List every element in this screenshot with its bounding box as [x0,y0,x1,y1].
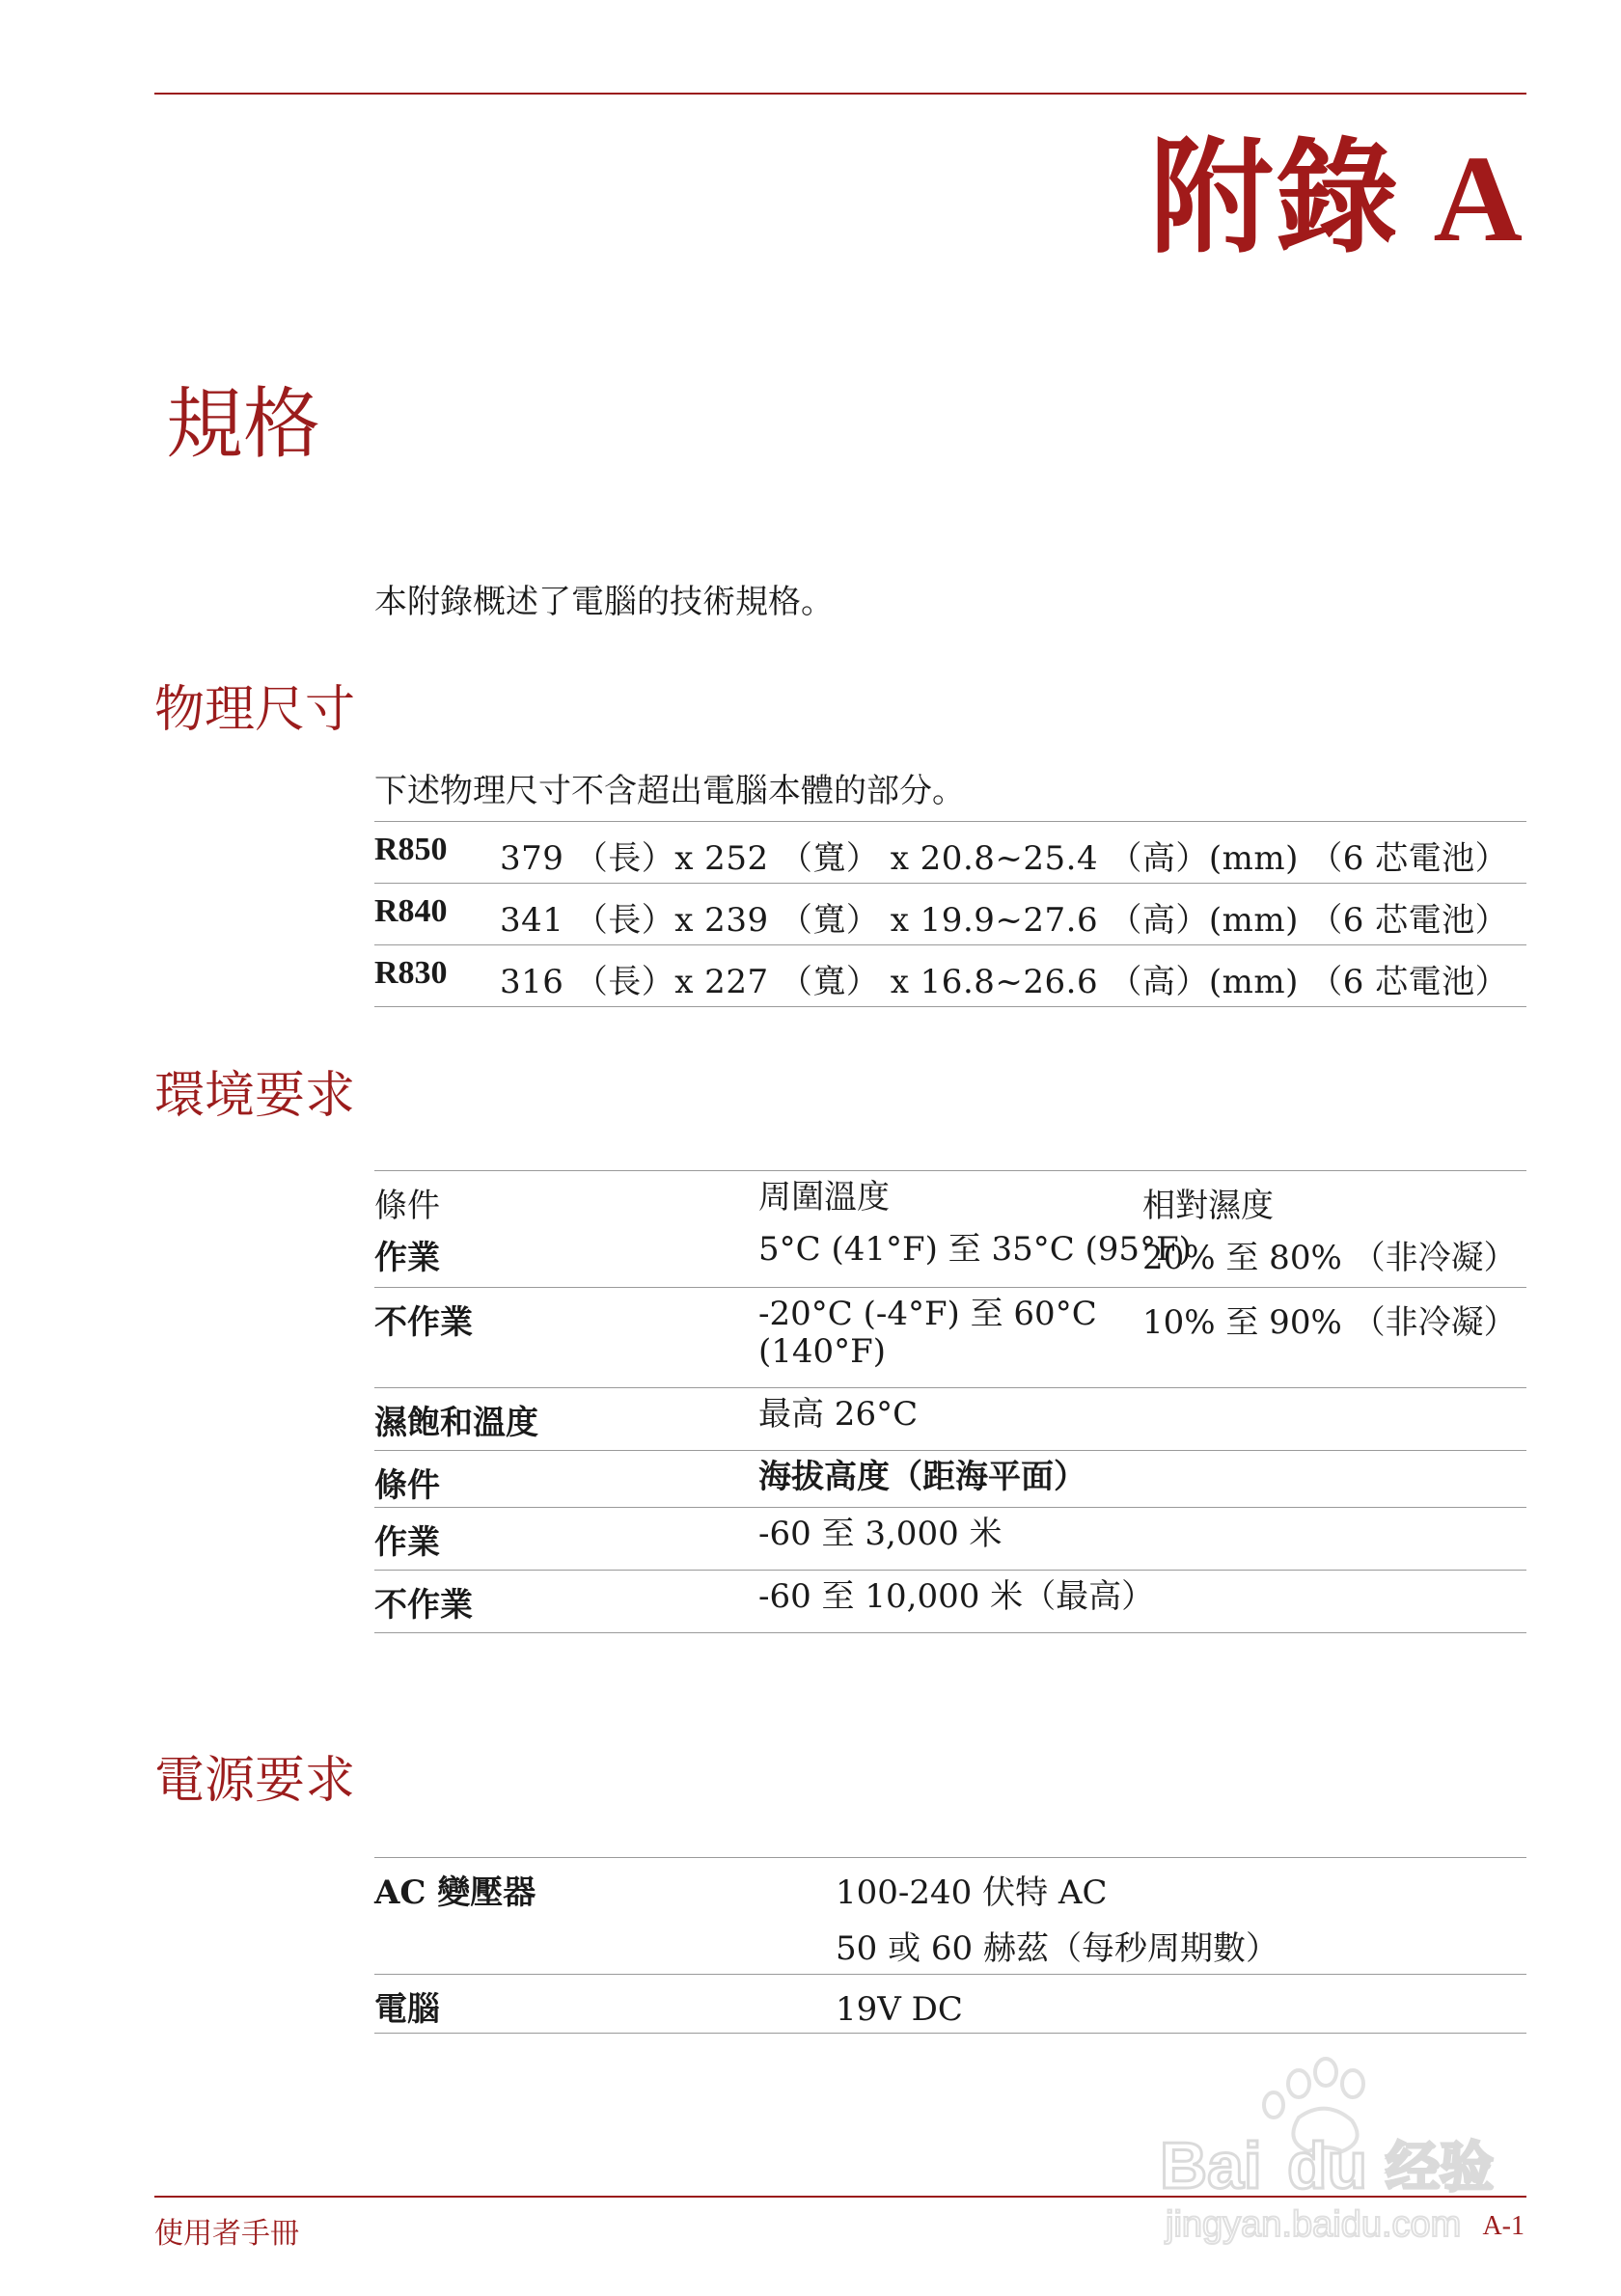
table-row [374,1975,1526,2034]
table-row [374,1571,1526,1633]
section-heading-physical: 物理尺寸 [154,681,356,739]
header-condition: 條件 [374,1187,440,1225]
environment-table [374,1170,1526,1633]
table-row [374,1388,1526,1451]
footer-manual-name: 使用者手冊 [154,2217,299,2251]
row-label: 作業 [374,1239,440,1277]
header-altitude: 海拔高度（距海平面） [758,1458,1086,1496]
svg-text:jingyan.baidu.com: jingyan.baidu.com [1166,2204,1462,2245]
dimension-spec: 316 （長）x 227 （寬） x 16.8~26.6 （高）(mm) （6 芯電池） [500,963,1509,1001]
baidu-watermark-logo [1154,2045,1530,2248]
table-row [374,822,1526,884]
row-label: 不作業 [374,1586,473,1625]
dimensions-table [374,821,1526,1007]
row-label: 電腦 [374,1990,440,2029]
model-name: R830 [374,955,448,991]
row-label: AC 變壓器 [374,1873,536,1912]
temperature-value [758,1296,1097,1371]
chapter-title: 規格 [166,379,320,469]
svg-text:经验: 经验 [1386,2137,1494,2200]
model-name: R840 [374,893,448,929]
humidity-value: 10% 至 90% （非冷凝） [1142,1303,1517,1342]
dimension-spec: 341 （長）x 239 （寬） x 19.9~27.6 （高）(mm) （6 芯電池） [500,901,1509,940]
table-header-row [374,1171,1526,1229]
appendix-title: 附錄 A [1149,130,1525,267]
table-header-row [374,1451,1526,1508]
header-humidity: 相對濕度 [1142,1187,1274,1225]
temperature-value: 5°C (41°F) 至 35°C (95°F) [758,1230,1192,1269]
section-heading-power: 電源要求 [154,1752,356,1810]
model-name: R850 [374,832,448,867]
top-rule [154,93,1526,95]
table-row [374,1858,1526,1975]
ac-frequency: 50 或 60 赫茲（每秒周期數） [836,1928,1278,1968]
temperature-line: -20°C (-4°F) 至 60°C [758,1295,1097,1333]
row-label: 作業 [374,1523,440,1562]
dimension-spec: 379 （長）x 252 （寬） x 20.8~25.4 （高）(mm) （6 芯電池） [500,839,1509,878]
humidity-value: 20% 至 80% （非冷凝） [1142,1239,1517,1277]
temperature-line: (140°F) [758,1331,887,1371]
section-heading-environment: 環境要求 [154,1067,356,1125]
svg-text:du: du [1287,2129,1368,2202]
footer-page-number: A-1 [1482,2211,1525,2241]
table-row [374,884,1526,945]
altitude-value: -60 至 10,000 米（最高） [758,1577,1155,1616]
header-condition: 條件 [374,1466,440,1505]
wet-bulb-value: 最高 26°C [758,1395,919,1434]
ac-adapter-value [836,1866,1278,1978]
ac-voltage: 100-240 伏特 AC [836,1873,1108,1912]
bottom-rule [154,2196,1526,2198]
table-row [374,1288,1526,1388]
power-table [374,1857,1526,2034]
table-row [374,945,1526,1007]
header-temperature: 周圍溫度 [758,1178,890,1216]
physical-note: 下述物理尺寸不含超出電腦本體的部分。 [374,772,965,810]
svg-text:Bai: Bai [1160,2129,1262,2202]
altitude-value: -60 至 3,000 米 [758,1515,1003,1553]
table-row [374,1229,1526,1288]
computer-power-value: 19V DC [836,1990,963,2029]
row-label: 不作業 [374,1303,473,1342]
intro-paragraph: 本附錄概述了電腦的技術規格。 [374,583,834,621]
table-row [374,1508,1526,1571]
row-label: 濕飽和溫度 [374,1404,538,1442]
